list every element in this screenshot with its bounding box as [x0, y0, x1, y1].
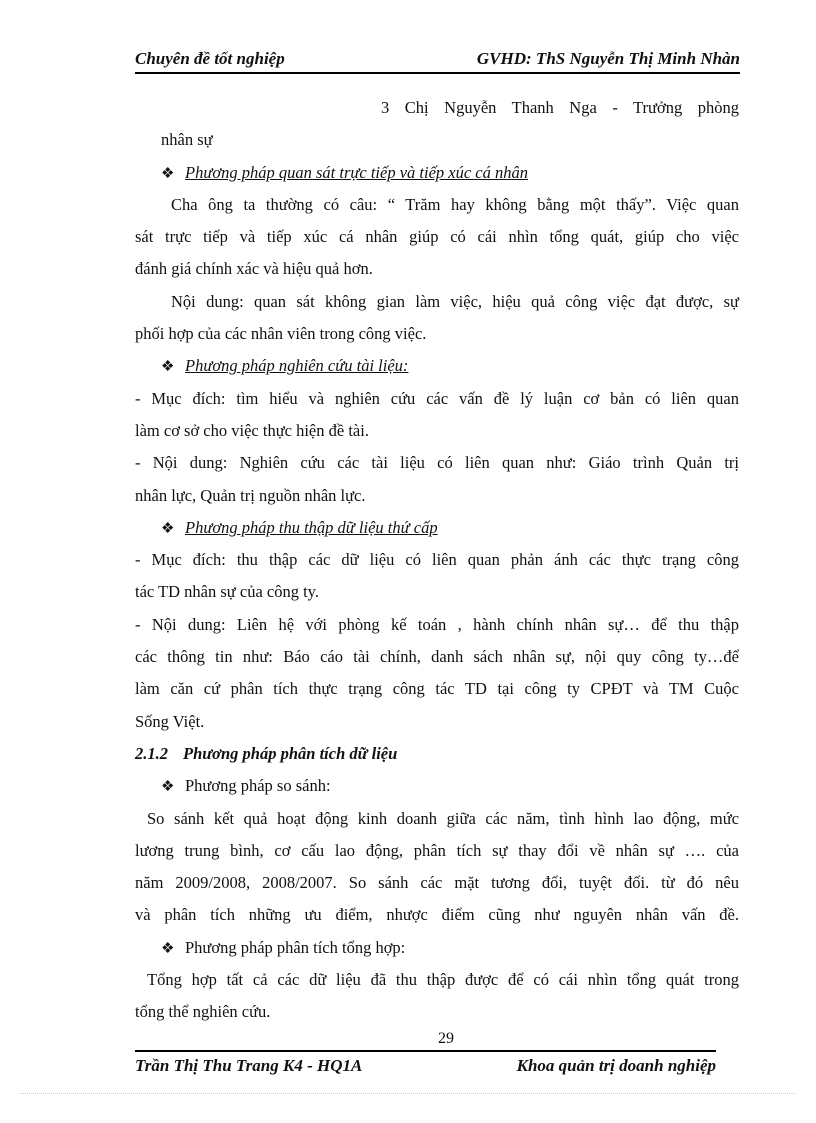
text-line: Nội dung: quan sát không gian làm việc, hiệu quả công việc đạt được, sự: [171, 291, 739, 311]
text-line: đánh giá chính xác và hiệu quả hơn.: [135, 259, 373, 279]
bullet-heading: Phương pháp phân tích tổng hợp:: [185, 937, 406, 957]
text-line: làm cơ sở cho việc thực hiện đề tài.: [135, 420, 369, 440]
text-line: - Nội dung: Liên hệ với phòng kế toán , hành chính nhân sự… để thu thập: [135, 614, 739, 634]
bullet-heading: Phương pháp thu thập dữ liệu thứ cấp: [185, 517, 438, 537]
text-line: - Nội dung: Nghiên cứu các tài liệu có liên quan như: Giáo trình Quản trị: [135, 453, 739, 473]
text-line: 3 Chị Nguyễn Thanh Nga - Trưởng phòng: [381, 98, 739, 117]
diamond-bullet-icon: ❖: [161, 779, 175, 796]
text-line: So sánh kết quả hoạt động kinh doanh giữa các năm, tình hình lao động, mức: [147, 808, 739, 828]
section-number: 2.1.2: [135, 743, 168, 763]
footer-right: Khoa quản trị doanh nghiệp: [516, 1056, 716, 1075]
text-line: phối hợp của các nhân viên trong công việc.: [135, 324, 427, 344]
text-line: và phân tích những ưu điểm, nhược điểm cũng như nguyên nhân vấn đề.: [135, 905, 739, 925]
text-line: - Mục đích: thu thập các dữ liệu có liên quan phản ánh các thực trạng công: [135, 550, 739, 570]
footer-left: Trần Thị Thu Trang K4 - HQ1A: [135, 1056, 363, 1075]
bullet-heading: Phương pháp quan sát trực tiếp và tiếp xúc cá nhân: [185, 162, 528, 182]
text-line: sát trực tiếp và tiếp xúc cá nhân giúp có cái nhìn tổng quát, giúp cho việc: [135, 227, 739, 247]
diamond-bullet-icon: ❖: [161, 165, 175, 182]
diamond-bullet-icon: ❖: [161, 940, 175, 957]
diamond-bullet-icon: ❖: [161, 520, 175, 537]
section-heading: [135, 738, 739, 770]
bullet-heading: Phương pháp nghiên cứu tài liệu:: [185, 356, 409, 376]
text-line: tác TD nhân sự của công ty.: [135, 582, 319, 602]
page-header: [135, 48, 740, 74]
diamond-bullet-icon: ❖: [161, 359, 175, 376]
page-number: 29: [438, 1030, 454, 1047]
text-line: nhân sự: [161, 130, 213, 150]
text-line: Cha ông ta thường có câu: “ Trăm hay không bằng một thấy”. Việc quan: [171, 194, 739, 214]
bullet-item: [135, 157, 739, 189]
bullet-item: [135, 770, 739, 802]
page-bottom-divider: [20, 1093, 796, 1094]
bullet-item: [135, 932, 739, 964]
text-line: làm căn cứ phân tích thực trạng công tác TD tại công ty CPĐT và TM Cuộc: [135, 679, 739, 699]
text-line: Sống Việt.: [135, 711, 205, 731]
page-footer: [135, 1050, 716, 1076]
text-line: năm 2009/2008, 2008/2007. So sánh các mặt tương đối, tuyệt đối. từ đó nêu: [135, 873, 739, 893]
text-line: tổng thể nghiên cứu.: [135, 1002, 271, 1022]
text-line: nhân lực, Quản trị nguồn nhân lực.: [135, 485, 366, 505]
section-title: Phương pháp phân tích dữ liệu: [183, 743, 398, 763]
header-right: GVHD: ThS Nguyễn Thị Minh Nhàn: [476, 49, 740, 68]
text-line: các thông tin như: Báo cáo tài chính, danh sách nhân sự, nội quy công ty…để: [135, 647, 739, 667]
bullet-item: [135, 350, 739, 382]
document-body: [135, 92, 739, 1029]
bullet-heading: Phương pháp so sánh:: [185, 776, 331, 796]
header-left: Chuyên đề tốt nghiệp: [135, 49, 285, 68]
bullet-item: [135, 512, 739, 544]
text-line: lương trung bình, cơ cấu lao động, phân tích sự thay đổi về nhân sự …. của: [135, 840, 739, 860]
text-line: - Mục đích: tìm hiểu và nghiên cứu các vấn đề lý luận cơ bản có liên quan: [135, 388, 739, 408]
text-line: Tổng hợp tất cả các dữ liệu đã thu thập được để có cái nhìn tổng quát trong: [147, 970, 739, 990]
